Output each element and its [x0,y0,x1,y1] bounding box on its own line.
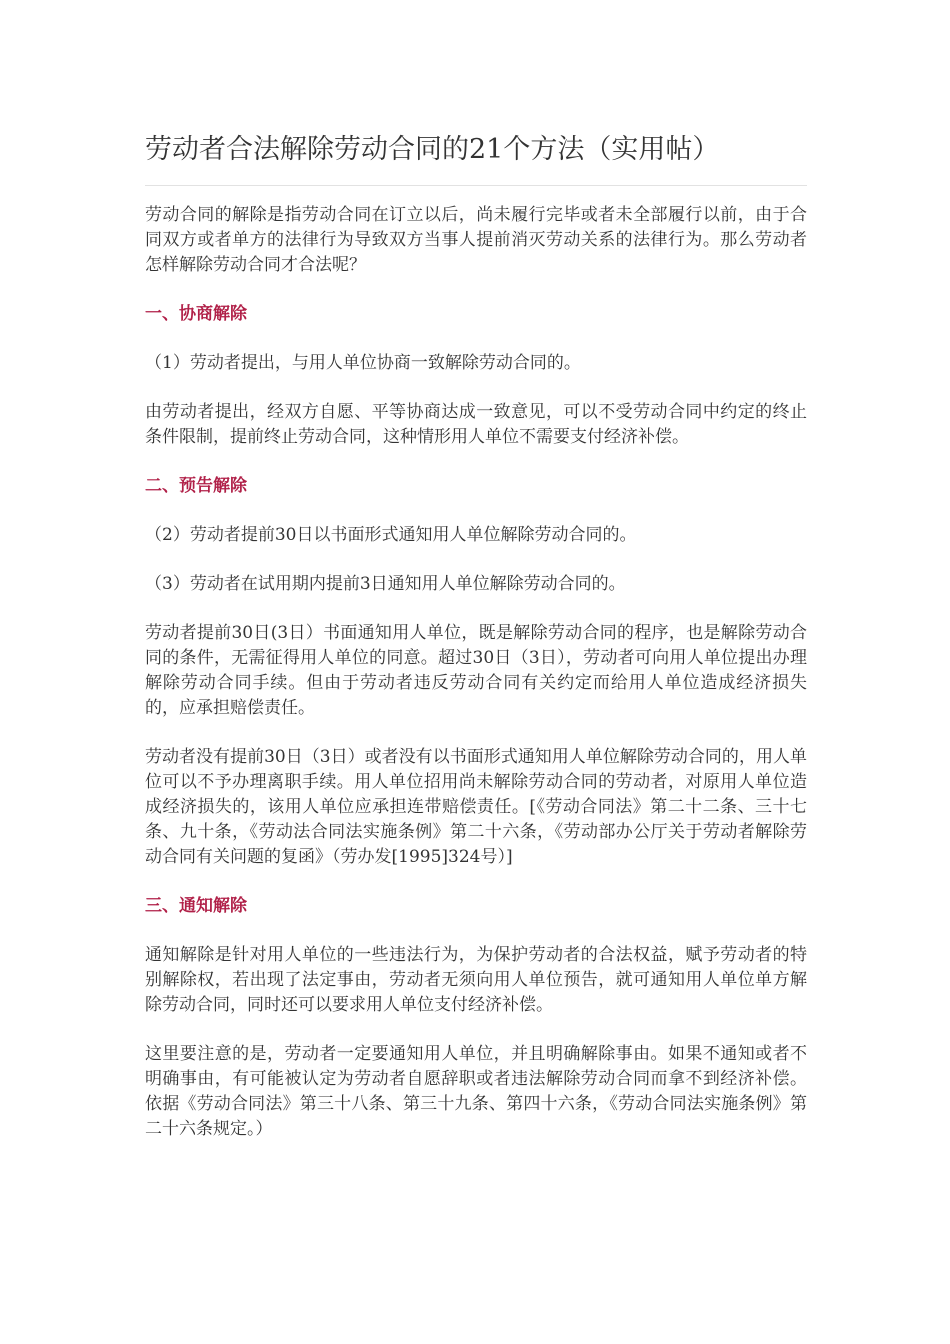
section-heading-negotiated: 一、协商解除 [145,304,247,324]
paragraph: 劳动者没有提前30日（3日）或者没有以书面形式通知用人单位解除劳动合同的，用人单位可以不予办理离职手续。用人单位招用尚未解除劳动合同的劳动者，对原用人单位造成经济损失的，该用人单位应承担连带赔偿责任。[《劳动合同法》第二十二条、三十七条、九十条，《劳动法合同法实施条例》第二十六条，《劳动部办公厅关于劳动者解除劳动合同有关问题的复函》（劳办发[1995]324号）] [145,747,807,867]
article-body [145,203,807,1166]
article-title: 劳动者合法解除劳动合同的21个方法（实用帖） [145,134,720,165]
section-heading-advance-notice: 二、预告解除 [145,476,247,496]
paragraph: 通知解除是针对用人单位的一些违法行为，为保护劳动者的合法权益，赋予劳动者的特别解除权，若出现了法定事由，劳动者无须向用人单位预告，就可通知用人单位单方解除劳动合同，同时还可以要求用人单位支付经济补偿。 [145,945,807,1015]
intro-paragraph: 劳动合同的解除是指劳动合同在订立以后，尚未履行完毕或者未全部履行以前，由于合同双方或者单方的法律行为导致双方当事人提前消灭劳动关系的法律行为。那么劳动者怎样解除劳动合同才合法呢？ [145,205,807,275]
paragraph: 由劳动者提出，经双方自愿、平等协商达成一致意见，可以不受劳动合同中约定的终止条件限制，提前终止劳动合同，这种情形用人单位不需要支付经济补偿。 [145,402,807,447]
section-heading-notice-termination: 三、通知解除 [145,896,247,916]
paragraph: 劳动者提前30日(3日）书面通知用人单位，既是解除劳动合同的程序，也是解除劳动合同的条件，无需征得用人单位的同意。超过30日（3日），劳动者可向用人单位提出办理解除劳动合同手续。但由于劳动者违反劳动合同有关约定而给用人单位造成经济损失的，应承担赔偿责任。 [145,623,807,718]
paragraph: （3）劳动者在试用期内提前3日通知用人单位解除劳动合同的。 [145,574,626,594]
paragraph: （1）劳动者提出，与用人单位协商一致解除劳动合同的。 [145,353,581,373]
title-divider [145,185,807,186]
paragraph: （2）劳动者提前30日以书面形式通知用人单位解除劳动合同的。 [145,525,637,545]
paragraph: 这里要注意的是，劳动者一定要通知用人单位，并且明确解除事由。如果不通知或者不明确事由，有可能被认定为劳动者自愿辞职或者违法解除劳动合同而拿不到经济补偿。依据《劳动合同法》第三十八条、第三十九条、第四十六条，《劳动合同法实施条例》第二十六条规定。） [145,1044,807,1139]
